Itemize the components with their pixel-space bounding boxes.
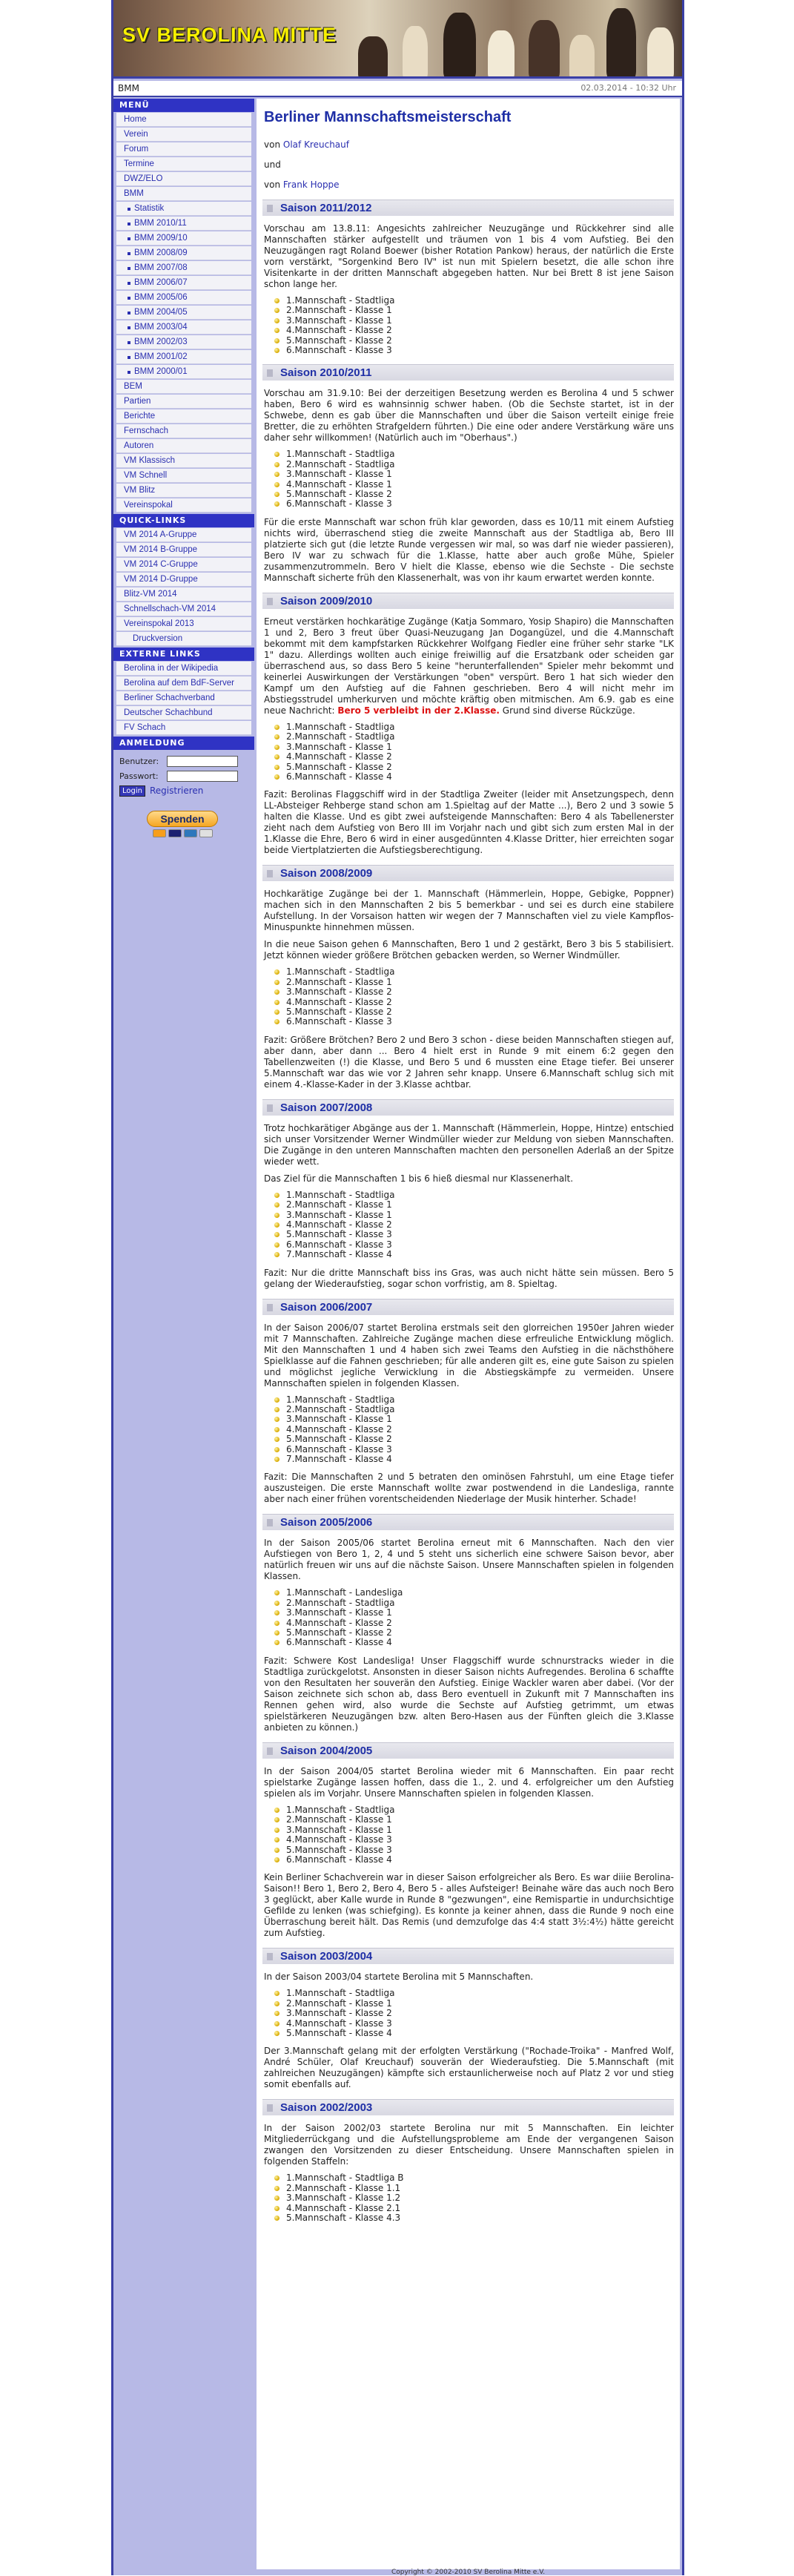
- season-heading: [262, 200, 674, 216]
- menu-subitem[interactable]: BMM 2003/04: [116, 320, 251, 335]
- team-list-item: 2.Mannschaft - Klasse 1: [279, 1815, 674, 1825]
- season-heading: [262, 1099, 674, 1116]
- team-list-item: 2.Mannschaft - Klasse 1: [279, 1200, 674, 1210]
- menu-item[interactable]: VM Schnell: [116, 469, 251, 483]
- season-summary: Fazit: Größere Brötchen? Bero 2 und Bero 3 schon - diese beiden Mannschaften stiegen auf, aber dann, aber dann ... Bero 4 hielt erst in Runde 9 mit einem 6:2 gegen den Tabellenzweiten (!) die Klasse, und Bero 5 und 6 mussten eine Etage tiefer. Bei unserer 5.Mannschaft war das wie vor 2 Jahren sehr knapp. Unsere 6.Mannschaft schlug sich mit einem 4.-Klasse-Kader in der 3.Klasse achtbar.: [264, 1034, 674, 1090]
- team-list-item: 3.Mannschaft - Klasse 1: [279, 316, 674, 326]
- quick-links-list: [116, 528, 251, 646]
- menu-item[interactable]: Forum: [116, 142, 251, 157]
- mastercard-icon: [153, 829, 166, 837]
- quick-link[interactable]: VM 2014 D-Gruppe: [116, 573, 251, 587]
- quick-links-heading: QUICK-LINKS: [113, 514, 254, 527]
- external-link[interactable]: Deutscher Schachbund: [116, 706, 251, 720]
- menu-heading: MENÜ: [113, 99, 254, 112]
- donate-widget: [147, 811, 218, 837]
- team-list: [279, 449, 674, 509]
- menu-subitem[interactable]: BMM 2009/10: [116, 231, 251, 246]
- heading-marker-icon: [267, 598, 273, 605]
- season-text-with-note: [264, 616, 674, 717]
- team-list-item: 6.Mannschaft - Klasse 3: [279, 1445, 674, 1455]
- team-list-item: 6.Mannschaft - Klasse 3: [279, 1240, 674, 1250]
- donate-button[interactable]: Spenden: [147, 811, 218, 827]
- season-text: In der Saison 2002/03 startete Berolina nur mit 5 Mannschaften. Ein leichter Mitgliederrückgang und die Aufstellungsprobleme am Ende der vergangenen Saison zwangen den Vorsitzenden zu dieser Entscheidung. Unsere Mannschaften spielen in folgenden Staffeln:: [264, 2123, 674, 2167]
- team-list-item: 1.Mannschaft - Landesliga: [279, 1588, 674, 1598]
- external-links-list: [116, 662, 251, 735]
- menu-subitem[interactable]: BMM 2007/08: [116, 261, 251, 275]
- team-list-item: 5.Mannschaft - Klasse 3: [279, 1230, 674, 1239]
- team-list-item: 3.Mannschaft - Klasse 1: [279, 1825, 674, 1835]
- quick-link[interactable]: Blitz-VM 2014: [116, 587, 251, 602]
- team-list-item: 2.Mannschaft - Klasse 1: [279, 978, 674, 987]
- header-banner: [113, 0, 682, 79]
- season-heading: [262, 1514, 674, 1530]
- menu-list: [116, 113, 251, 513]
- team-list: [279, 1588, 674, 1647]
- team-list-item: 1.Mannschaft - Stadtliga: [279, 1395, 674, 1405]
- menu-subitem[interactable]: BMM 2005/06: [116, 291, 251, 305]
- season-heading-text: Saison 2006/2007: [280, 1300, 373, 1314]
- season-heading-text: Saison 2007/2008: [280, 1101, 373, 1114]
- team-list-item: 6.Mannschaft - Klasse 3: [279, 1017, 674, 1027]
- menu-item[interactable]: Partien: [116, 395, 251, 409]
- team-list-item: 4.Mannschaft - Klasse 2: [279, 998, 674, 1007]
- team-list-item: 5.Mannschaft - Klasse 3: [279, 1845, 674, 1855]
- username-label: Benutzer:: [119, 756, 159, 766]
- page-frame: [111, 0, 684, 2575]
- top-bar: [113, 81, 682, 97]
- season-heading: [262, 364, 674, 381]
- team-list-item: 1.Mannschaft - Stadtliga B: [279, 2173, 674, 2183]
- team-list-item: 6.Mannschaft - Klasse 3: [279, 346, 674, 355]
- menu-subitem[interactable]: BMM 2002/03: [116, 335, 251, 349]
- team-list-item: 4.Mannschaft - Klasse 2: [279, 1425, 674, 1434]
- heading-marker-icon: [267, 205, 273, 212]
- season-heading-text: Saison 2003/2004: [280, 1950, 373, 1963]
- team-list-item: 4.Mannschaft - Klasse 1: [279, 480, 674, 490]
- print-version-link[interactable]: Druckversion: [116, 632, 251, 646]
- heading-marker-icon: [267, 870, 273, 877]
- team-list-item: 1.Mannschaft - Stadtliga: [279, 1805, 674, 1815]
- menu-item[interactable]: Autoren: [116, 439, 251, 453]
- team-list-item: 1.Mannschaft - Stadtliga: [279, 1190, 674, 1200]
- menu-subitem[interactable]: Statistik: [116, 202, 251, 216]
- team-list-item: 7.Mannschaft - Klasse 4: [279, 1250, 674, 1259]
- external-links-heading: EXTERNE LINKS: [113, 648, 254, 661]
- team-list-item: 5.Mannschaft - Klasse 2: [279, 1434, 674, 1444]
- season-text: Trotz hochkarätiger Abgänge aus der 1. Mannschaft (Hämmerlein, Hoppe, Hintze) entschied sich unser Vorsitzender Werner Windmüller wieder zur Meldung von sieben Mannschaften. Die Zugänge in den unteren Mannschaften machten den personellen Aderlaß an der Spitze wieder wett.: [264, 1122, 674, 1167]
- menu-subitem[interactable]: BMM 2000/01: [116, 365, 251, 379]
- quick-link[interactable]: VM 2014 B-Gruppe: [116, 543, 251, 557]
- and-line: und: [264, 159, 281, 170]
- season-text: Das Ziel für die Mannschaften 1 bis 6 hieß diesmal nur Klassenerhalt.: [264, 1173, 574, 1184]
- team-list-item: 1.Mannschaft - Stadtliga: [279, 296, 674, 306]
- season-heading: [262, 865, 674, 881]
- season-heading: [262, 1299, 674, 1315]
- date-time: 02.03.2014 - 10:32 Uhr: [580, 83, 676, 93]
- visa-icon: [168, 829, 182, 837]
- heading-marker-icon: [267, 1519, 273, 1526]
- season-text: Vorschau am 13.8.11: Angesichts zahlreicher Neuzugänge und Rückkehrer sind alle Mannschaften stärker aufgestellt und träumen von 1 bis 4 vom Aufstieg. Bei den Neuzugängen ragt Roland Boewer (bisher Rotation Pankow) heraus, der natürlich die Erste vorn verstärkt, "Sorgenkind Bero IV" ist nun mit Spielern besetzt, die alle schon ihre Visitenkarte in der dritten Mannschaft abgegeben hatten. Nur bei Brett 8 ist jene Saison schon lange her.: [264, 223, 674, 289]
- season-heading: [262, 2099, 674, 2115]
- heading-marker-icon: [267, 1953, 273, 1960]
- site-title[interactable]: SV BEROLINA MITTE: [122, 24, 337, 46]
- menu-subitem[interactable]: BMM 2006/07: [116, 276, 251, 290]
- author-line-1: von Olaf Kreuchauf: [264, 139, 349, 150]
- season-heading-text: Saison 2009/2010: [280, 594, 373, 607]
- menu-item[interactable]: Home: [116, 113, 251, 127]
- amex-icon: [184, 829, 197, 837]
- team-list-item: 5.Mannschaft - Klasse 2: [279, 1007, 674, 1017]
- bank-card-icon: [199, 829, 213, 837]
- team-list-item: 5.Mannschaft - Klasse 2: [279, 1628, 674, 1638]
- season-text: Erneut verstärken hochkarätige Zugänge (Katja Sommaro, Yosip Shapiro) die Mannschaften 1 und 2, Bero 3 freut über Quasi-Neuzugang Jan Dogangüzel, und die 4.Mannschaft bekommt mit dem kampfstarken Rückkehrer Wolfgang Fiedler eine früher sehr starke "LK 1" dazu. Allerdings wollten auch einige freiwillig auf die Ersatzbank oder scheiden gar überraschend aus, so dass Bero 5 keine "herunterfallenden" Spieler mehr bekommt und keinerlei Auswirkungen der Verstärkungen "oben" verspürt. Bero 1 hat sich wieder den Kampf um den Aufstieg auf die Fahnen geschrieben. Bero 4 will nicht mehr im Abstiegsstrudel umherkurven und möchte kräftig oben mitmischen. Am 6.9. gab es eine neue Nachricht:: [264, 616, 674, 716]
- team-list-item: 3.Mannschaft - Klasse 1: [279, 742, 674, 752]
- team-list-item: 2.Mannschaft - Klasse 1: [279, 1999, 674, 2009]
- team-list-item: 2.Mannschaft - Stadtliga: [279, 1405, 674, 1414]
- team-list-item: 4.Mannschaft - Klasse 2: [279, 326, 674, 335]
- menu-item[interactable]: VM Klassisch: [116, 454, 251, 468]
- login-button[interactable]: Login: [119, 785, 145, 797]
- team-list-item: 5.Mannschaft - Klasse 4.3: [279, 2213, 674, 2223]
- register-link[interactable]: Registrieren: [149, 785, 204, 796]
- season-text: In der Saison 2006/07 startet Berolina erstmals seit den glorreichen 1950er Jahren wieder mit 7 Mannschaften. Zahlreiche Zugänge machen diese erfreuliche Entwicklung möglich. Mit den Mannschaften 1 und 4 haben sich zwei Teams den Aufstieg in die nächsthöhere Spielklasse auf die Fahnen geschrieben; für alle anderen gilt es, eine gute Saison zu spielen und möglichst jegliche Verwicklung in die Abstiegskämpfe zu vermeiden. Unsere Mannschaften spielen in folgenden Klassen.: [264, 1322, 674, 1389]
- heading-marker-icon: [267, 1304, 273, 1311]
- team-list-item: 1.Mannschaft - Stadtliga: [279, 449, 674, 459]
- team-list-item: 3.Mannschaft - Klasse 1.2: [279, 2193, 674, 2203]
- season-text: Vorschau am 31.9.10: Bei der derzeitigen Besetzung werden es Berolina 4 und 5 schwer haben, Bero 6 wird es wahnsinnig schwer haben. (Ob die Sechste startet, ist in der Schwebe, denn es gab über die Mannschaften und über die Saison verteilt einige freie Bretter, die zu erhöhten Strafgeldern führten.) Die eine oder andere Verstärkung wäre uns daher sehr willkommen! (Natürlich auch im "Oberhaus".): [264, 388, 674, 444]
- quick-link[interactable]: Vereinspokal 2013: [116, 617, 251, 631]
- team-list-item: 3.Mannschaft - Klasse 2: [279, 987, 674, 997]
- menu-item[interactable]: BMM: [116, 187, 251, 201]
- menu-subitem[interactable]: BMM 2008/09: [116, 246, 251, 260]
- footer-copyright: Copyright © 2002-2010 SV Berolina Mitte e.V.: [257, 2569, 680, 2575]
- team-list: [279, 722, 674, 782]
- team-list-item: 6.Mannschaft - Klasse 3: [279, 499, 674, 509]
- team-list: [279, 296, 674, 355]
- breadcrumb: BMM: [118, 83, 139, 93]
- season-summary: Fazit: Berolinas Flaggschiff wird in der Stadtliga Zweiter (leider mit Ansetzungspech, denn LL-Absteiger Rehberge stand schon am 1.Spieltag auf der Matte ...), Bero 2 und 3 sowie 5 halten die Klasse. Und es gibt zwei aufsteigende Mannschaften: Bero 4 als Tabellenerster zieht nach dem Aufstieg von Bero III im Vorjahr nach und gibt sich zum ersten Mal in der 1.Klasse die Ehre, Bero 6 wird in einer ausgedünnten 4.Klasse Dritter, hier erreichten sogar beide Viertplatzierten die Aufstiegsberechtigung.: [264, 789, 674, 856]
- team-list-item: 7.Mannschaft - Klasse 4: [279, 1455, 674, 1464]
- team-list-item: 1.Mannschaft - Stadtliga: [279, 722, 674, 732]
- team-list-item: 5.Mannschaft - Klasse 4: [279, 2029, 674, 2038]
- season-heading: [262, 1742, 674, 1759]
- quick-link[interactable]: VM 2014 A-Gruppe: [116, 528, 251, 542]
- team-list-item: 4.Mannschaft - Klasse 2.1: [279, 2204, 674, 2213]
- season-heading-text: Saison 2005/2006: [280, 1516, 373, 1529]
- team-list-item: 3.Mannschaft - Klasse 1: [279, 470, 674, 479]
- team-list-item: 2.Mannschaft - Klasse 1.1: [279, 2184, 674, 2193]
- season-sections: [262, 200, 674, 2223]
- team-list-item: 2.Mannschaft - Klasse 1: [279, 306, 674, 315]
- season-summary: Für die erste Mannschaft war schon früh klar geworden, dass es 10/11 mit einem Aufstieg nichts wird, überraschend stieg die zweite Mannschaft aus der Stadtliga ab, Bero III platzierte sich gut (die letzte Runde vergessen wir mal, so was darf nie wieder passieren), Bero IV war zu schwach für die 1.Klasse, hatte aber auch große Mühe, Spieler zusammenzutrommeln. Bero V hielt die Klasse, ebenso wie die Sechste - Die sechste Mannschaft sicherte früh den Klassenerhalt, was von ihr kaum erwartet werden konnte.: [264, 516, 674, 583]
- team-list-item: 5.Mannschaft - Klasse 2: [279, 762, 674, 772]
- season-heading: [262, 593, 674, 609]
- team-list: [279, 1805, 674, 1865]
- highlight-note: Bero 5 verbleibt in der 2.Klasse.: [337, 705, 500, 716]
- team-list-item: 3.Mannschaft - Klasse 1: [279, 1414, 674, 1424]
- team-list-item: 2.Mannschaft - Stadtliga: [279, 732, 674, 742]
- season-text: In der Saison 2004/05 startet Berolina wieder mit 6 Mannschaften. Ein paar recht spielstarke Zugänge lassen hoffen, dass die 1., 2. und 4. erfolgreicher um den Aufstieg spielen als im Vorjahr. Unsere Mannschaften spielen in folgenden Klassen.: [264, 1765, 674, 1799]
- team-list-item: 5.Mannschaft - Klasse 2: [279, 336, 674, 346]
- season-heading-text: Saison 2011/2012: [280, 202, 372, 214]
- menu-item[interactable]: Berichte: [116, 409, 251, 424]
- heading-marker-icon: [267, 1747, 273, 1755]
- season-summary: Fazit: Schwere Kost Landesliga! Unser Flaggschiff wurde schnurstracks wieder in die Stadtliga zurückgelotst. Ansonsten in dieser Saison nichts Aufregendes. Berolina 6 schaffte von den Resultaten her souverän den Aufstieg. Einige Wackler waren aber dabei. (Vor der Saison zeichnete sich schon ab, dass Bero eventuell in Zukunft mit 7 Mannschaften ins Rennen gehen wird, also wurde die Sechste auf Aufstieg getrimmt, um etwas spielstärkeren Neuzugängen bzw. alten Bero-Hasen aus der Fünften gleich die 3.Klasse anbieten zu können.): [264, 1655, 674, 1733]
- season-text: In der Saison 2003/04 startete Berolina mit 5 Mannschaften.: [264, 1971, 534, 1983]
- menu-item[interactable]: VM Blitz: [116, 484, 251, 498]
- team-list-item: 4.Mannschaft - Klasse 3: [279, 1835, 674, 1845]
- team-list-item: 1.Mannschaft - Stadtliga: [279, 1989, 674, 1998]
- menu-subitem[interactable]: BMM 2004/05: [116, 306, 251, 320]
- author-link-2[interactable]: Frank Hoppe: [282, 179, 340, 190]
- team-list: [279, 1989, 674, 2038]
- season-heading-text: Saison 2004/2005: [280, 1744, 373, 1757]
- team-list-item: 4.Mannschaft - Klasse 2: [279, 752, 674, 762]
- team-list-item: 5.Mannschaft - Klasse 2: [279, 490, 674, 499]
- season-summary: Fazit: Die Mannschaften 2 und 5 betraten den ominösen Fahrstuhl, um eine Etage tiefer auszusteigen. Die erste Mannschaft wollte zwar postwendend in die Landesliga, rannte aber nach einer frühen vorentscheidenden Niederlage der Musik hinterher. Schade!: [264, 1472, 674, 1505]
- season-text: In die neue Saison gehen 6 Mannschaften, Bero 1 und 2 gestärkt, Bero 3 bis 5 stabilisiert. Jetzt können wieder größere Brötchen gebacken werden, so Werner Windmüller.: [264, 939, 674, 961]
- external-link[interactable]: Berolina auf dem BdF-Server: [116, 676, 251, 691]
- season-text: Hochkarätige Zugänge bei der 1. Mannschaft (Hämmerlein, Hoppe, Gebigke, Poppner) machen sich in den Mannschaften 2 bis 5 bemerkbar - und sei es durch eine stabilere Aufstellung. In der Vorsaison hatten wir wegen der 7 Mannschaften viel zu viele Kampflos-Minuspunkte hinnehmen müssen.: [264, 889, 674, 933]
- note-tail: Grund sind diverse Rückzüge.: [502, 705, 635, 716]
- team-list-item: 4.Mannschaft - Klasse 2: [279, 1220, 674, 1230]
- season-summary: Der 3.Mannschaft gelang mit der erfolgten Verstärkung ("Rochade-Troika" - Manfred Wolf, André Schüler, Olaf Kreuchauf) souverän der Wiederaufstieg. Die 5.Mannschaft (mit zahlreichen Neuzugängen) kämpfte sich erstaunlicherweise noch auf Platz 2 vor und stieg somit ebenfalls auf.: [264, 2046, 674, 2090]
- season-heading-text: Saison 2002/2003: [280, 2101, 373, 2115]
- team-list: [279, 967, 674, 1027]
- team-list-item: 1.Mannschaft - Stadtliga: [279, 967, 674, 977]
- menu-item[interactable]: DWZ/ELO: [116, 172, 251, 186]
- menu-item[interactable]: Verein: [116, 128, 251, 142]
- season-summary: Kein Berliner Schachverein war in dieser Saison erfolgreicher als Bero. Es war diiie Berolina-Saison!! Bero 1, Bero 2, Bero 4, Bero 5 - alles Aufsteiger! Beinahe wäre das auch noch Bero 3 geglückt, aber Kalle wurde in Runde 8 "gezwungen", eine Remispartie in undurchsichtige Gefilde zu lenken (was schiefging). Es konnte ja keiner ahnen, dass die Runde 9 noch eine Überraschung bereit hält. Das Remis (und demzufolge das 4:4 statt 3½:4½) hätte gereicht zum Aufstieg.: [264, 1872, 674, 1939]
- heading-marker-icon: [267, 1104, 273, 1112]
- password-input[interactable]: [167, 771, 238, 782]
- login-heading: ANMELDUNG: [113, 737, 254, 750]
- username-input[interactable]: [167, 756, 238, 767]
- password-label: Passwort:: [119, 771, 159, 781]
- quick-link[interactable]: Schnellschach-VM 2014: [116, 602, 251, 616]
- team-list-item: 6.Mannschaft - Klasse 4: [279, 772, 674, 782]
- external-link[interactable]: FV Schach: [116, 721, 251, 735]
- season-summary: Fazit: Nur die dritte Mannschaft biss ins Gras, was auch nicht hätte sein müssen. Bero 5 gelang der Wiederaufstieg, sogar schon vorfristig, am 8. Spieltag.: [264, 1267, 674, 1289]
- author-link-1[interactable]: Olaf Kreuchauf: [282, 139, 349, 150]
- menu-subitem[interactable]: BMM 2010/11: [116, 217, 251, 231]
- season-heading: [262, 1948, 674, 1964]
- external-link[interactable]: Berolina in der Wikipedia: [116, 662, 251, 676]
- payment-cards: [147, 829, 218, 837]
- team-list-item: 6.Mannschaft - Klasse 4: [279, 1855, 674, 1865]
- team-list-item: 6.Mannschaft - Klasse 4: [279, 1638, 674, 1647]
- quick-link[interactable]: VM 2014 C-Gruppe: [116, 558, 251, 572]
- team-list-item: 3.Mannschaft - Klasse 1: [279, 1210, 674, 1220]
- team-list-item: 3.Mannschaft - Klasse 1: [279, 1608, 674, 1618]
- login-form: [113, 750, 254, 797]
- menu-item[interactable]: BEM: [116, 380, 251, 394]
- menu-item[interactable]: Fernschach: [116, 424, 251, 438]
- team-list-item: 4.Mannschaft - Klasse 2: [279, 1618, 674, 1628]
- team-list-item: 3.Mannschaft - Klasse 2: [279, 2009, 674, 2018]
- author-line-2: von Frank Hoppe: [264, 179, 340, 190]
- team-list: [279, 1190, 674, 1260]
- season-text: In der Saison 2005/06 startet Berolina erneut mit 6 Mannschaften. Nach den vier Aufstiegen von Bero 1, 2, 4 und 5 steht uns sicherlich eine schwere Saison bevor, aber natürlich freuen wir uns auf die nächste Saison. Unsere Mannschaften spielen in folgenden Klassen.: [264, 1538, 674, 1582]
- team-list-item: 4.Mannschaft - Klasse 3: [279, 2019, 674, 2029]
- season-heading-text: Saison 2008/2009: [280, 867, 373, 880]
- team-list-item: 2.Mannschaft - Stadtliga: [279, 460, 674, 470]
- menu-subitem[interactable]: BMM 2001/02: [116, 350, 251, 364]
- team-list-item: 2.Mannschaft - Stadtliga: [279, 1598, 674, 1608]
- sidebar: [113, 97, 254, 837]
- menu-item[interactable]: Vereinspokal: [116, 498, 251, 513]
- menu-item[interactable]: Termine: [116, 157, 251, 171]
- main-content: [257, 99, 680, 2569]
- team-list: [279, 1395, 674, 1465]
- page-title: Berliner Mannschaftsmeisterschaft: [264, 109, 512, 125]
- external-link[interactable]: Berliner Schachverband: [116, 691, 251, 705]
- heading-marker-icon: [267, 369, 273, 377]
- team-list: [279, 2173, 674, 2223]
- season-heading-text: Saison 2010/2011: [280, 366, 372, 380]
- heading-marker-icon: [267, 2104, 273, 2112]
